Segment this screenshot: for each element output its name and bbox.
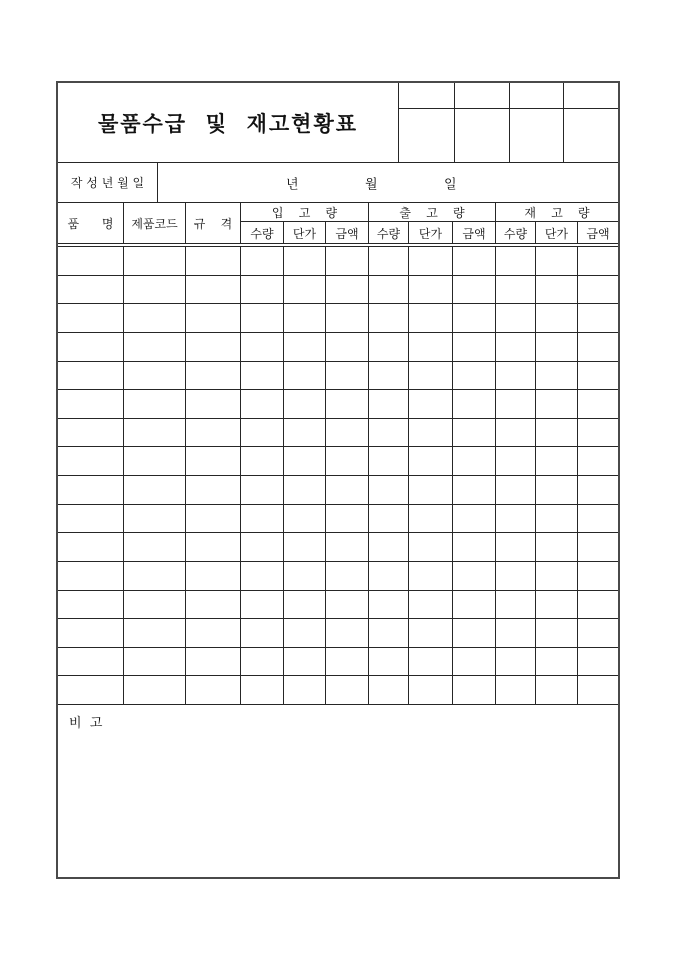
table-cell <box>326 247 369 276</box>
table-cell <box>409 333 453 362</box>
table-cell <box>496 304 536 333</box>
table-cell <box>578 333 618 362</box>
table-cell <box>409 562 453 591</box>
table-cell <box>284 447 326 476</box>
table-cell <box>369 247 409 276</box>
table-cell <box>58 390 124 419</box>
table-cell <box>496 276 536 305</box>
table-cell <box>241 676 284 705</box>
table-cell <box>369 533 409 562</box>
table-cell <box>409 304 453 333</box>
table-cell <box>496 476 536 505</box>
table-cell <box>369 505 409 534</box>
table-cell <box>326 276 369 305</box>
table-cell <box>578 533 618 562</box>
table-cell <box>578 591 618 620</box>
date-label: 작 성 년 월 일 <box>58 163 158 202</box>
table-cell <box>284 676 326 705</box>
table-cell <box>409 648 453 677</box>
date-row <box>58 163 618 203</box>
table-cell <box>536 276 578 305</box>
table-cell <box>578 562 618 591</box>
table-cell <box>536 676 578 705</box>
subheader-unit-price: 단가 <box>284 222 326 244</box>
table-cell <box>241 619 284 648</box>
table-cell <box>369 333 409 362</box>
table-cell <box>58 562 124 591</box>
table-cell <box>496 619 536 648</box>
table-cell <box>186 591 241 620</box>
table-cell <box>326 562 369 591</box>
table-cell <box>409 390 453 419</box>
table-cell <box>453 390 496 419</box>
table-cell <box>369 591 409 620</box>
subheader-amount: 금액 <box>453 222 496 244</box>
table-cell <box>124 447 186 476</box>
table-cell <box>58 619 124 648</box>
table-cell <box>536 419 578 448</box>
approval-cell <box>399 83 454 109</box>
table-cell <box>284 648 326 677</box>
table-cell <box>241 476 284 505</box>
table-cell <box>284 591 326 620</box>
table-body <box>58 247 618 705</box>
table-cell <box>241 276 284 305</box>
table-cell <box>326 333 369 362</box>
table-cell <box>186 476 241 505</box>
table-cell <box>453 505 496 534</box>
table-cell <box>496 505 536 534</box>
table-cell <box>453 591 496 620</box>
approval-grid <box>399 83 618 162</box>
table-cell <box>124 419 186 448</box>
table-cell <box>578 247 618 276</box>
table-cell <box>124 505 186 534</box>
table-cell <box>453 447 496 476</box>
subheader-amount: 금액 <box>586 226 610 241</box>
table-cell <box>186 362 241 391</box>
table-cell <box>186 247 241 276</box>
table-cell <box>453 304 496 333</box>
table-cell <box>241 447 284 476</box>
table-cell <box>124 390 186 419</box>
table-cell <box>58 333 124 362</box>
table-cell <box>284 304 326 333</box>
table-cell <box>186 619 241 648</box>
approval-cell <box>509 109 564 162</box>
table-cell <box>58 591 124 620</box>
table-cell <box>453 333 496 362</box>
table-cell <box>578 505 618 534</box>
table-cell <box>284 419 326 448</box>
table-cell <box>409 247 453 276</box>
table-header <box>58 203 618 244</box>
table-cell <box>326 676 369 705</box>
table-cell <box>453 648 496 677</box>
table-cell <box>58 362 124 391</box>
table-cell <box>578 476 618 505</box>
subheader-unit-price: 단가 <box>536 222 578 244</box>
table-cell <box>496 648 536 677</box>
table-cell <box>326 533 369 562</box>
table-cell <box>241 247 284 276</box>
group-header-outbound: 출 고 량 <box>369 203 496 222</box>
table-cell <box>124 591 186 620</box>
date-value-area <box>158 163 618 202</box>
table-cell <box>369 562 409 591</box>
table-cell <box>241 505 284 534</box>
table-cell <box>536 562 578 591</box>
table-cell <box>409 591 453 620</box>
remarks-section <box>58 705 618 876</box>
table-cell <box>536 533 578 562</box>
table-cell <box>284 533 326 562</box>
col-header-product-code: 제품코드 <box>124 203 186 244</box>
table-cell <box>58 276 124 305</box>
table-cell <box>453 362 496 391</box>
table-cell <box>578 419 618 448</box>
table-cell <box>578 390 618 419</box>
table-cell <box>124 276 186 305</box>
table-cell <box>578 447 618 476</box>
table-cell <box>186 648 241 677</box>
approval-cell <box>563 83 618 109</box>
table-cell <box>536 648 578 677</box>
table-cell <box>284 562 326 591</box>
approval-cell <box>563 109 618 162</box>
table-cell <box>58 247 124 276</box>
table-cell <box>536 304 578 333</box>
table-cell <box>409 276 453 305</box>
table-cell <box>369 676 409 705</box>
table-cell <box>409 419 453 448</box>
table-cell <box>369 276 409 305</box>
table-cell <box>326 648 369 677</box>
subheader-qty: 수량 <box>496 222 536 244</box>
table-cell <box>578 619 618 648</box>
table-cell <box>326 476 369 505</box>
table-cell <box>369 476 409 505</box>
table-cell <box>578 276 618 305</box>
table-cell <box>241 419 284 448</box>
table-cell <box>536 619 578 648</box>
table-cell <box>326 390 369 419</box>
table-cell <box>124 247 186 276</box>
date-unit-day: 일 <box>444 177 457 192</box>
table-cell <box>186 505 241 534</box>
form-title: 물품수급 및 재고현황표 <box>97 110 359 136</box>
table-cell <box>241 533 284 562</box>
table-cell <box>241 591 284 620</box>
table-cell <box>124 362 186 391</box>
remarks-label: 비 고 <box>69 716 103 731</box>
table-cell <box>58 419 124 448</box>
table-cell <box>578 362 618 391</box>
subheader-unit-price: 단가 <box>409 222 453 244</box>
table-cell <box>496 676 536 705</box>
table-cell <box>453 533 496 562</box>
table-cell <box>58 476 124 505</box>
table-cell <box>536 333 578 362</box>
table-cell <box>58 505 124 534</box>
table-cell <box>58 447 124 476</box>
group-header-inbound: 입 고 량 <box>241 203 369 222</box>
table-cell <box>241 648 284 677</box>
table-cell <box>124 562 186 591</box>
table-cell <box>124 619 186 648</box>
approval-cell <box>454 83 509 109</box>
table-cell <box>124 476 186 505</box>
table-cell <box>453 247 496 276</box>
table-cell <box>326 447 369 476</box>
table-cell <box>186 390 241 419</box>
table-cell <box>58 304 124 333</box>
table-cell <box>536 447 578 476</box>
group-header-stock: 재 고 량 <box>496 203 618 222</box>
table-cell <box>536 247 578 276</box>
table-cell <box>453 419 496 448</box>
table-cell <box>284 362 326 391</box>
col-header-product-name: 품 명 <box>58 203 124 244</box>
subheader-amount: 금액 <box>326 222 369 244</box>
table-cell <box>578 676 618 705</box>
table-cell <box>186 333 241 362</box>
table-cell <box>453 676 496 705</box>
table-cell <box>496 362 536 391</box>
table-cell <box>536 476 578 505</box>
date-unit-month: 월 <box>365 177 378 192</box>
table-cell <box>409 676 453 705</box>
table-cell <box>186 276 241 305</box>
table-cell <box>409 533 453 562</box>
table-cell <box>326 619 369 648</box>
table-cell <box>326 362 369 391</box>
table-cell <box>453 276 496 305</box>
subheader-qty: 수량 <box>241 222 284 244</box>
table-cell <box>369 419 409 448</box>
table-cell <box>409 447 453 476</box>
table-cell <box>124 333 186 362</box>
table-cell <box>369 390 409 419</box>
table-cell <box>496 419 536 448</box>
title-row <box>58 83 618 163</box>
subheader-qty: 수량 <box>369 222 409 244</box>
table-cell <box>284 276 326 305</box>
table-cell <box>186 676 241 705</box>
table-cell <box>241 362 284 391</box>
table-cell <box>284 505 326 534</box>
table-cell <box>186 562 241 591</box>
table-cell <box>326 304 369 333</box>
table-cell <box>58 676 124 705</box>
table-cell <box>241 333 284 362</box>
table-cell <box>578 304 618 333</box>
table-cell <box>124 533 186 562</box>
date-unit-year: 년 <box>286 177 299 192</box>
table-cell <box>496 333 536 362</box>
table-cell <box>496 533 536 562</box>
approval-cell <box>509 83 564 109</box>
table-cell <box>578 648 618 677</box>
table-cell <box>409 362 453 391</box>
table-cell <box>241 304 284 333</box>
table-cell <box>496 591 536 620</box>
table-cell <box>536 390 578 419</box>
table-cell <box>124 676 186 705</box>
table-cell <box>453 476 496 505</box>
table-cell <box>369 648 409 677</box>
approval-cell <box>399 109 454 162</box>
table-cell <box>241 562 284 591</box>
table-cell <box>409 619 453 648</box>
table-cell <box>326 505 369 534</box>
table-cell <box>369 362 409 391</box>
table-cell <box>496 390 536 419</box>
col-header-spec: 규 격 <box>186 203 241 244</box>
table-cell <box>186 533 241 562</box>
table-cell <box>58 533 124 562</box>
table-cell <box>496 447 536 476</box>
table-cell <box>409 476 453 505</box>
table-cell <box>124 648 186 677</box>
table-cell <box>453 619 496 648</box>
approval-cell <box>454 109 509 162</box>
title-box <box>58 83 399 162</box>
table-cell <box>58 648 124 677</box>
table-cell <box>186 419 241 448</box>
table-cell <box>284 619 326 648</box>
table-cell <box>284 333 326 362</box>
table-cell <box>284 247 326 276</box>
table-cell <box>284 390 326 419</box>
table-cell <box>496 562 536 591</box>
table-cell <box>284 476 326 505</box>
table-cell <box>186 447 241 476</box>
table-cell <box>536 591 578 620</box>
table-cell <box>241 390 284 419</box>
table-cell <box>453 562 496 591</box>
table-cell <box>326 591 369 620</box>
table-cell <box>409 505 453 534</box>
table-cell <box>536 362 578 391</box>
table-cell <box>496 247 536 276</box>
table-cell <box>124 304 186 333</box>
table-cell <box>186 304 241 333</box>
table-cell <box>369 619 409 648</box>
table-cell <box>369 304 409 333</box>
table-cell <box>369 447 409 476</box>
table-cell <box>326 419 369 448</box>
table-cell <box>536 505 578 534</box>
inventory-form-sheet <box>56 81 620 879</box>
